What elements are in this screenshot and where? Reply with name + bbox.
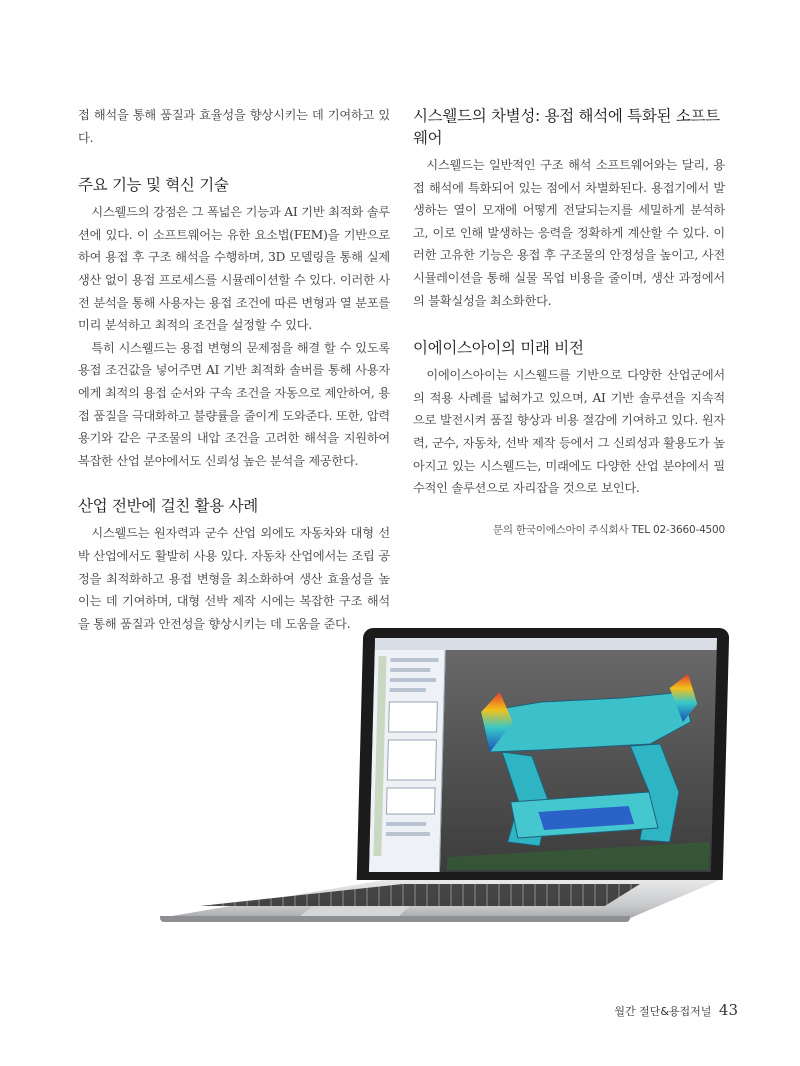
paragraph-future-vision: 이에이스아이는 시스웰드를 기반으로 다양한 산업군에서의 적용 사례를 넓혀가고 있으며, AI 기반 솔루션을 지속적으로 발전시켜 품질 향상과 비용 절감에 기여하고 있다. 원자력, 군수, 자동차, 선박 제작 등에서 그 신뢰성과 활용도가 높아지고 있는 시스웰드는, 미래에도 다양한 산업 분야에서 필수적인 솔루션으로 자리잡을 것으로 보인다. [413,368,725,496]
page-number: 43 [718,1001,738,1019]
left-column [78,104,390,635]
heading-future-vision: 이에이스아이의 미래 비전 [413,339,584,358]
laptop-keyboard [200,884,640,906]
laptop-screen [369,638,717,872]
heading-key-features: 주요 기능 및 혁신 기술 [78,176,229,195]
panel-rows-graphic [369,650,445,872]
magazine-name: 월간 절단&용접저널 [614,1005,712,1018]
app-toolbar [375,638,717,650]
paragraph-use-cases: 시스웰드는 원자력과 군수 산업 외에도 자동차와 대형 선박 산업에서도 활발히 사용 있다. 자동차 산업에서는 조립 공정을 최적화하고 용접 변형을 최소화하여 생산 효율성을 높이는 데 기여하며, 대형 선박 제작 시에는 복잡한 구조 해석을 통해 품질과 안전성을 향상시키는 데 도움을 준다. [78,526,390,631]
right-column [413,104,725,537]
heading-use-cases: 산업 전반에 걸친 활용 사례 [78,497,258,516]
subframe-model-graphic [447,652,715,870]
fem-model-view [447,652,715,870]
app-side-panel [369,650,446,872]
paragraph-continued: 접 해석을 통해 품질과 효율성을 향상시키는 데 기여하고 있다. [78,108,390,145]
laptop-front-edge [160,916,630,922]
paragraph-features: 시스웰드의 강점은 그 폭넓은 기능과 AI 기반 최적화 솔루션에 있다. 이 소프트웨어는 유한 요소법(FEM)을 기반으로 하여 용접 후 구조 해석을 수행하며, 3D 모델링을 통해 실제 생산 없이 용접 프로세스를 시뮬레이션할 수 있다. 이러한 사전 분석을 통해 사용자는 용접 조건에 따른 변형과 열 분포를 미리 분석하고 최적의 조건을 설정할 수 있다. [78,205,390,333]
laptop-illustration [160,628,720,938]
heading-differentiation: 시스웰드의 차별성: 용접 해석에 특화된 소프트웨어 [413,107,720,147]
page-footer [614,1001,738,1019]
laptop-screen-bezel [357,628,730,880]
laptop-trackpad [300,906,410,916]
contact-info: 문의 한국이에스아이 주식회사 TEL 02-3660-4500 [492,523,725,536]
paragraph-ai-solver: 특히 시스웰드는 용접 변형의 문제점을 해결 할 수 있도록 용접 조건값을 넣어주면 AI 기반 최적화 솔버를 통해 사용자에게 최적의 용접 순서와 구속 조건을 자동으로 제안하여, 용접 품질을 극대화하고 불량률을 줄이게 도와준다. 또한, 압력 용기와 같은 구조물의 내압 조건을 고려한 해석을 지원하여 복잡한 산업 분야에서도 신뢰성 높은 분석을 제공한다. [78,340,390,468]
paragraph-differentiation: 시스웰드는 일반적인 구조 해석 소프트웨어와는 달리, 용접 해석에 특화되어 있는 점에서 차별화된다. 용접기에서 발생하는 열이 모재에 어떻게 전달되는지를 세밀하게 분석하고, 이로 인해 발생하는 응력을 정확하게 계산할 수 있다. 이러한 고유한 기능은 용접 후 구조물의 안정성을 높이고, 사전 시뮬레이션을 통해 실물 목업 비용을 줄이며, 생산 과정에서의 불확실성을 최소화한다. [413,158,725,308]
